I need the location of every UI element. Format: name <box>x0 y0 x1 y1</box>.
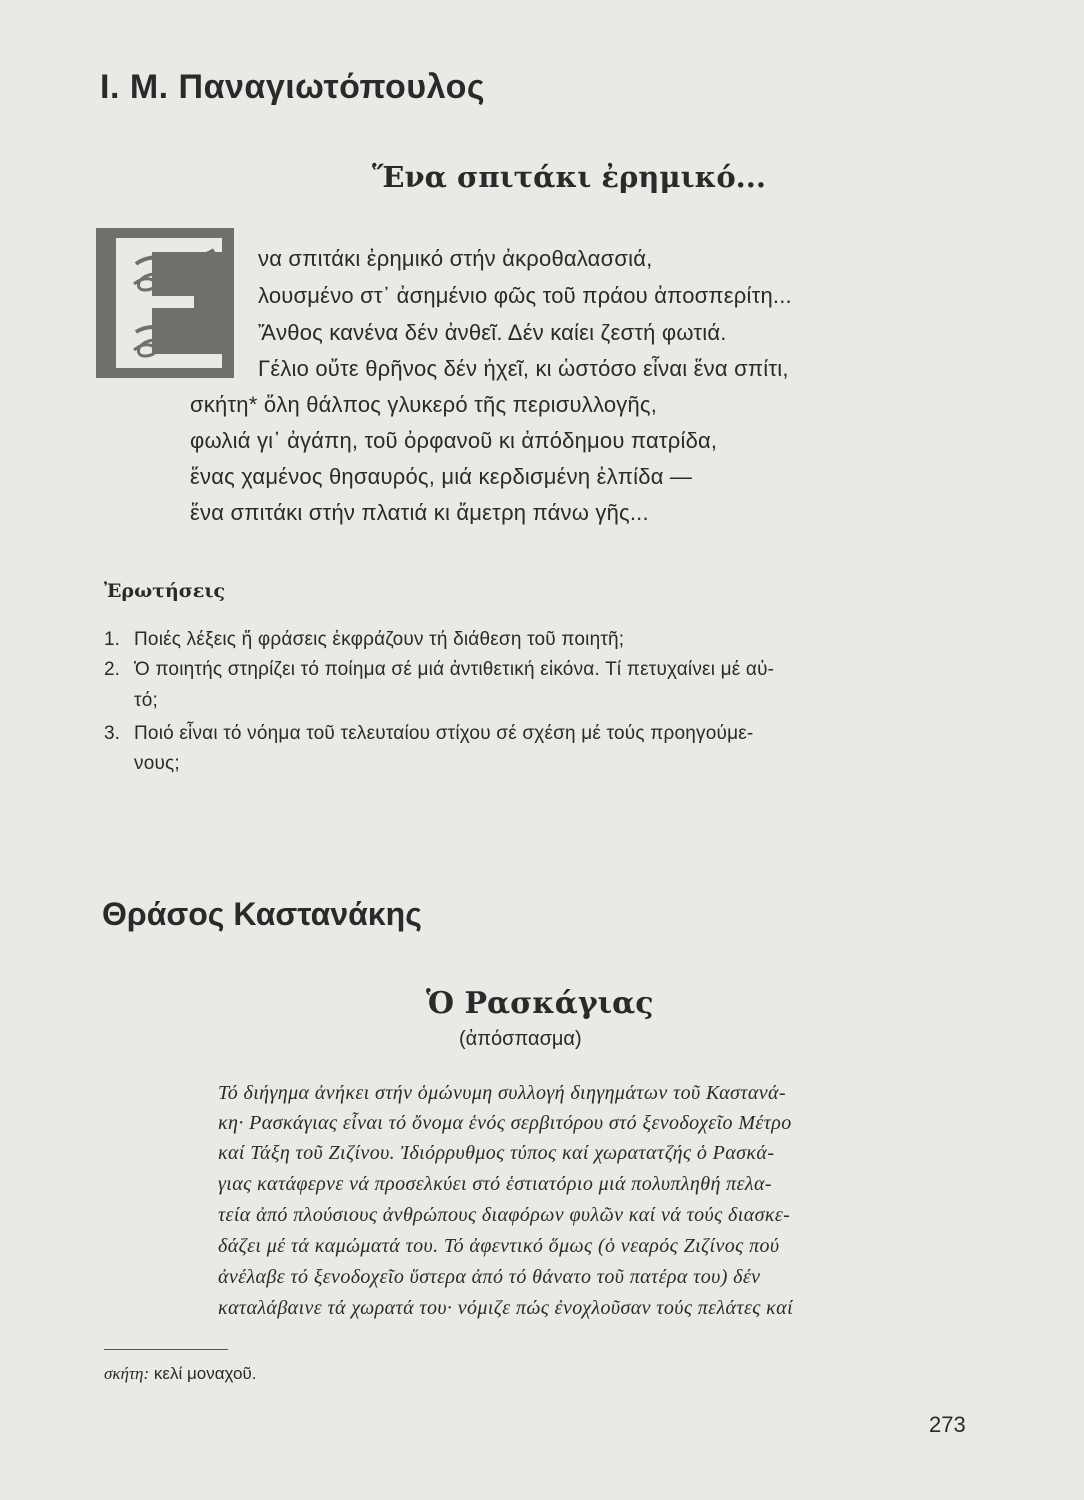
footnote <box>104 1364 257 1384</box>
footnote-divider <box>104 1349 228 1350</box>
intro-line: καταλάβαινε τά χωρατά του· νόμιζε πώς ἐνοχλοῦσαν τούς πελάτες καί <box>218 1297 794 1319</box>
author-heading-kastanakis: Θράσος Καστανάκης <box>102 896 422 932</box>
story-title: Ὁ Ρασκάγιας <box>426 986 654 1021</box>
intro-line: τεία ἀπό πλούσιους ἀνθρώπους διαφόρων φυλῶν καί νά τούς διασκε- <box>218 1204 791 1226</box>
intro-line: καί Τάξη τοῦ Ζιζίνου. Ἰδιόρρυθμος τύπος καί χωρατατζής ὁ Ρασκά- <box>218 1142 775 1164</box>
questions-heading: Ἐρωτήσεις <box>104 580 226 602</box>
question-text: Ποιές λέξεις ἤ φράσεις ἐκφράζουν τή διάθεση τοῦ ποιητῆ; <box>134 629 625 650</box>
decorative-initial-letter <box>96 228 234 378</box>
poem-line: ἕνας χαμένος θησαυρός, μιά κερδισμένη ἐλπίδα — <box>190 464 693 489</box>
poem-line: σκήτη* ὅλη θάλπος γλυκερό τῆς περισυλλογῆς, <box>190 392 658 417</box>
poem-line: φωλιά γι᾿ ἀγάπη, τοῦ ὀρφανοῦ κι ἀπόδημου πατρίδα, <box>190 428 718 453</box>
intro-line: γιας κατάφερνε νά προσελκύει στό ἑστιατόριο μιά πολυπληθή πελα- <box>218 1173 772 1195</box>
intro-line: Τό διήγημα ἀνήκει στήν ὁμώνυμη συλλογή διηγημάτων τοῦ Καστανά- <box>218 1082 786 1104</box>
question-number: 2. <box>104 659 120 680</box>
story-subtitle: (ἀπόσπασμα) <box>459 1028 582 1050</box>
page-number: 273 <box>929 1412 966 1437</box>
question-text: Ὁ ποιητής στηρίζει τό ποίημα σέ μιά ἀντιθετική εἰκόνα. Τί πετυχαίνει μέ αὐ- <box>134 659 775 680</box>
poem-title: Ἕνα σπιτάκι ἐρημικό... <box>372 160 766 194</box>
question-text-continued: τό; <box>134 690 158 711</box>
intro-line: δάζει μέ τά καμώματά του. Τό ἀφεντικό ὅμως (ὁ νεαρός Ζιζίνος πού <box>218 1235 780 1257</box>
question-number: 1. <box>104 629 120 650</box>
poem-line: Ἄνθος κανένα δέν ἀνθεῖ. Δέν καίει ζεστή φωτιά. <box>258 320 727 345</box>
intro-line: ἀνέλαβε τό ξενοδοχεῖο ὕστερα ἀπό τό θάνατο τοῦ πατέρα του) δέν <box>218 1266 761 1288</box>
poem-line: Γέλιο οὔτε θρῆνος δέν ἠχεῖ, κι ὡστόσο εἶναι ἕνα σπίτι, <box>258 356 789 381</box>
poem-line: ἕνα σπιτάκι στήν πλατιά κι ἄμετρη πάνω γῆς... <box>190 500 649 525</box>
poem-line: να σπιτάκι ἐρημικό στήν ἀκροθαλασσιά, <box>258 246 653 271</box>
author-heading-panagiotopoulos: Ι. Μ. Παναγιωτόπουλος <box>100 68 486 106</box>
question-number: 3. <box>104 723 120 744</box>
poem-line: λουσμένο στ᾿ ἀσημένιο φῶς τοῦ πράου ἀποσπερίτη... <box>258 283 792 308</box>
question-text: Ποιό εἶναι τό νόημα τοῦ τελευταίου στίχου σέ σχέση μέ τούς προηγούμε- <box>134 723 754 744</box>
footnote-term: σκήτη: <box>104 1364 150 1383</box>
question-text-continued: νους; <box>134 753 180 774</box>
intro-line: κη· Ρασκάγιας εἶναι τό ὄνομα ἑνός σερβιτόρου στό ξενοδοχεῖο Μέτρο <box>218 1112 792 1134</box>
ornament-e-icon <box>96 228 234 378</box>
footnote-definition: κελί μοναχοῦ. <box>153 1364 257 1383</box>
